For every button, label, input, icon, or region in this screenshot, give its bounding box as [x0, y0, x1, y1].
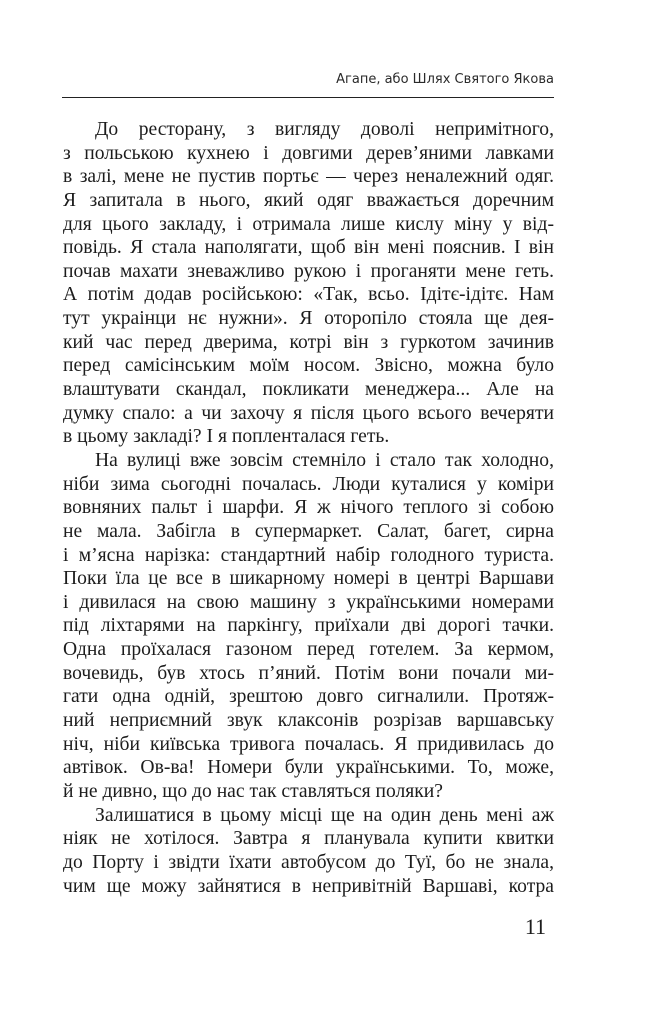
text-line: і дивилася на свою машину з українськими номерами — [63, 591, 554, 613]
text-line: ніби зима сьогодні почалась. Люди куталися у коміри — [63, 473, 554, 495]
page-number: 11 — [524, 914, 546, 939]
text-line: Одна проїхалася газоном перед готелем. За кермом, — [63, 639, 554, 661]
text-line: Я запитала в нього, який одяг вважається доречним — [63, 189, 554, 211]
text-line: чим ще можу зайнятися в непривітній Варшаві, котра — [63, 875, 554, 897]
text-line: ніч, ніби київська тривога почалась. Я придивилась до — [63, 733, 554, 755]
text-line: не мала. Забігла в супермаркет. Салат, багет, сирна — [63, 520, 554, 542]
text-line: почав махати зневажливо рукою і проганяти мене геть. — [63, 260, 554, 282]
running-title: Агапе, або Шлях Святого Якова — [336, 72, 554, 87]
text-line: ний неприємний звук клаксонів розрізав варшавську — [63, 710, 554, 732]
paragraph — [63, 118, 554, 449]
header-rule — [62, 97, 554, 98]
paragraph — [63, 449, 554, 804]
paragraph — [63, 804, 554, 899]
text-line: тут украінци нє нужни». Я оторопіло стояла ще дея- — [63, 308, 554, 330]
text-line: повідь. Я стала наполягати, щоб він мені пояснив. І він — [63, 237, 554, 259]
text-line: На вулиці вже зовсім стемніло і стало так холодно, — [95, 449, 554, 471]
text-line: кий час перед дверима, котрі він з гуркотом зачинив — [63, 331, 554, 353]
text-line: думку спало: а чи захочу я після цього всього вечеряти — [63, 402, 554, 424]
text-line: в залі, мене не пустив портьє — через неналежний одяг. — [63, 166, 554, 188]
text-line: автівок. Ов-ва! Номери були українськими. То, може, — [63, 757, 554, 779]
text-line: з польською кухнею і довгими дерев’яними лавками — [63, 142, 554, 164]
text-line: вочевидь, був хтось п’яний. Потім вони почали ми- — [63, 662, 554, 684]
text-line: Поки їла це все в шикарному номері в центрі Варшави — [63, 568, 554, 590]
text-line: ніяк не хотілося. Завтра я планувала купити квитки — [63, 828, 554, 850]
text-line: до Порту і звідти їхати автобусом до Туї, бо не знала, — [63, 851, 554, 873]
text-line: Залишатися в цьому місці ще на один день мені аж — [95, 804, 554, 826]
text-line: й не дивно, що до нас так ставляться поляки? — [63, 780, 443, 802]
text-line: перед самісінським моїм носом. Звісно, можна було — [63, 355, 554, 377]
body-text — [63, 118, 554, 898]
text-line: гати одна одній, зрештою довго сигналили. Протяж- — [63, 686, 554, 708]
text-line: вовняних пальт і шарфи. Я ж нічого теплого зі собою — [63, 497, 554, 519]
text-line: в цьому закладі? І я попленталася геть. — [63, 426, 390, 448]
text-line: під ліхтарями на паркінгу, приїхали дві дорогі тачки. — [63, 615, 554, 637]
text-line: і м’ясна нарізка: стандартний набір голодного туриста. — [63, 544, 554, 566]
text-line: До ресторану, з вигляду доволі непримітного, — [95, 119, 554, 140]
text-line: влаштувати скандал, покликати менеджера... Але на — [63, 379, 554, 401]
text-line: А потім додав російською: «Так, всьо. Ідітє-ідітє. Нам — [63, 284, 554, 306]
text-line: для цього закладу, і отримала лише кислу міну у від- — [63, 213, 554, 235]
